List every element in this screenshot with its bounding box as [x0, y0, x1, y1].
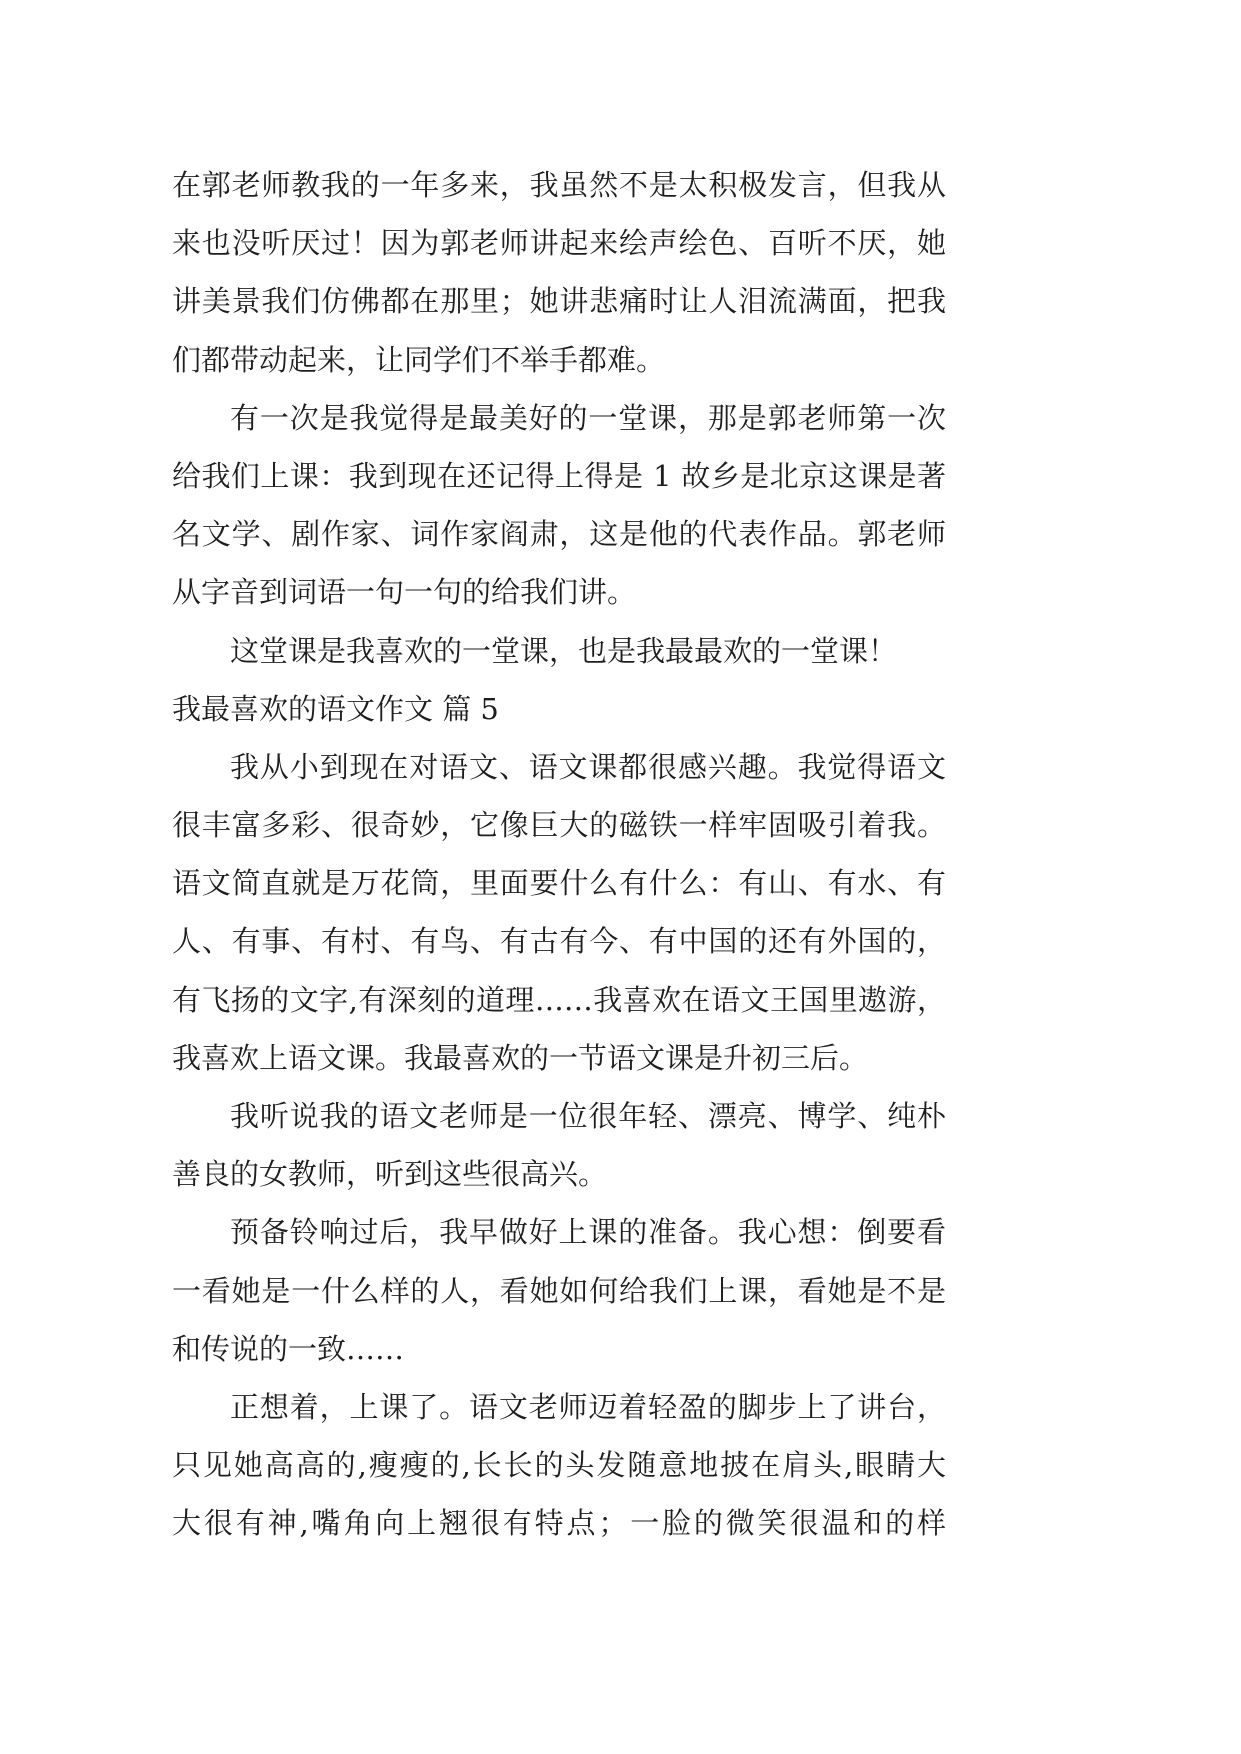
paragraph	[172, 1378, 946, 1553]
text-line: 我从小到现在对语文、语文课都很感兴趣。我觉得语文	[230, 749, 946, 784]
paragraph	[172, 156, 946, 389]
text-line: 有一次是我觉得是最美好的一堂课，那是郭老师第一次	[230, 400, 946, 435]
paragraph	[172, 738, 946, 1087]
text-line: 很丰富多彩、很奇妙，它像巨大的磁铁一样牢固吸引着我。	[172, 808, 946, 843]
text-line: 这堂课是我喜欢的一堂课，也是我最最欢的一堂课！	[230, 633, 898, 668]
text-line: 只见她高高的,瘦瘦的,长长的头发随意地披在肩头,眼睛大	[172, 1448, 946, 1483]
text-line: 一看她是一什么样的人，看她如何给我们上课，看她是不是	[172, 1273, 946, 1308]
text-line: 我喜欢上语文课。我最喜欢的一节语文课是升初三后。	[172, 1040, 869, 1075]
text-line: 正想着，上课了。语文老师迈着轻盈的脚步上了讲台，	[230, 1389, 946, 1424]
text-line: 我听说我的语文老师是一位很年轻、漂亮、博学、纯朴	[230, 1099, 946, 1133]
text-line: 有飞扬的文字,有深刻的道理……我喜欢在语文王国里遨游，	[172, 982, 946, 1017]
document-body	[172, 156, 946, 1553]
paragraph	[172, 1087, 946, 1203]
essay-title: 我最喜欢的语文作文 篇 5	[172, 691, 499, 726]
text-line: 善良的女教师，听到这些很高兴。	[172, 1157, 608, 1192]
text-line: 们都带动起来，让同学们不举手都难。	[172, 342, 666, 377]
text-line: 人、有事、有村、有鸟、有古有今、有中国的还有外国的，	[172, 924, 946, 959]
text-line: 语文简直就是万花筒，里面要什么有什么：有山、有水、有	[172, 866, 946, 901]
paragraph	[172, 622, 946, 680]
text-line: 大很有神,嘴角向上翘很有特点；一脸的微笑很温和的样	[172, 1506, 946, 1541]
text-line: 和传说的一致……	[172, 1331, 405, 1366]
text-line: 给我们上课：我到现在还记得上得是 1 故乡是北京这课是著	[172, 458, 946, 493]
text-line: 从字音到词语一句一句的给我们讲。	[172, 575, 637, 610]
paragraph	[172, 389, 946, 622]
text-line: 讲美景我们仿佛都在那里；她讲悲痛时让人泪流满面，把我	[172, 284, 946, 319]
text-line: 在郭老师教我的一年多来，我虽然不是太积极发言，但我从	[172, 168, 946, 202]
text-line: 预备铃响过后，我早做好上课的准备。我心想：倒要看	[230, 1215, 946, 1250]
text-line: 名文学、剧作家、词作家阎肃，这是他的代表作品。郭老师	[172, 517, 946, 552]
text-line: 来也没听厌过！因为郭老师讲起来绘声绘色、百听不厌，她	[172, 226, 946, 261]
paragraph	[172, 1203, 946, 1378]
